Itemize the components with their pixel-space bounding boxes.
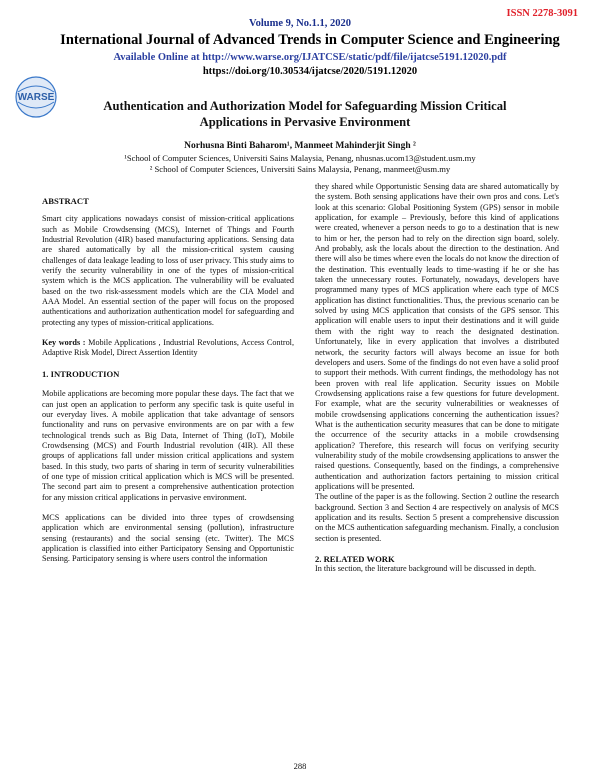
keywords [42,338,294,359]
related-work-text: In this section, the literature background will be discussed in depth. [315,564,537,574]
page-number: 288 [293,761,307,771]
right-paragraph-1: they shared while Opportunistic Sensing data are shared automatically by the system. Both sensing applications have their own pros and cons. Let's look at this scenario: Global Positioning System (GPS) sensor in mobile application, for example – Previously, before this kind of applications were created, whenever a person needs to go to a destination that is new to him or her, the person had to rely on the direction sign board, solely. And probably, ask the locals about the direction to the destination. And there will also be times where even the locals do not know the direction of the destination. This eventually leads to time-wasting if he or she has taken the unnecessary routes. Fortunately, nowadays, developers have programmed many types of MCS application where each type of MCS application has distinct functionalities. Thus, the previous scenario can be solved by using MCS application that consists of the GPS sensor. This application will enable users to input their destinations and it will guide them with the right way to reach the designated destination. Unfortunately, like in every application that involves a distributed network, the security factors will always become an issue for both developers and users. Some of the findings do not even have a solid proof to support their methods. With current findings, the methodology has not been proven with real life application. Security issues on Mobile Crowdsensing applications raise a few questions for future development. For example, what are the security vulnerabilities or weaknesses of mobile crowdsensing applications concerning the authentication issues? What is the authentication security measures that can be done to mitigate the occurrence of the security attacks in a mobile crowdsensing application? Therefore, this research will focus on verifying security vulnerability study of the mobile crowdsensing applications to answer the raised questions. Consequently, based on the findings, a comprehensive authentication and authorization factors pertaining to mission critical applications will be presented. [315,182,559,491]
affiliation-2: ² School of Computer Sciences, Universiti Sains Malaysia, Penang, manmeet@usm.my [149,164,451,174]
online-link[interactable]: Available Online at http://www.warse.org/IJATCSE/static/pdf/file/ijatcse5191.12020.pdf [113,52,507,63]
title-line-2: Applications in Pervasive Environment [199,115,411,129]
logo-text: WARSE [17,92,55,103]
doi-link[interactable]: https://doi.org/10.30534/ijatcse/2020/5191.12020 [202,66,418,77]
left-column [42,196,294,565]
keywords-text: Mobile Applications , Industrial Revolutions, Access Control, Adaptive Risk Model, Direct Assertion Identity [42,338,294,358]
paper-title [60,98,550,130]
affiliation-1: ¹School of Computer Sciences, Universiti Sains Malaysia, Penang, nhusnas.ucom13@student.usm.my [124,153,476,163]
header-issn: ISSN 2278-3091 [506,8,578,19]
intro-paragraph-2: MCS applications can be divided into three types of crowdsensing application which are environmental sensing (pollution), infrastructure sensing (restaurants) and the social sensing (etc. Twitter). The MCS application is classified into either Participatory Sensing and Opportunistic Sensing. Participatory sensing is where users control the information [42,512,294,564]
intro-paragraph-1: Mobile applications are becoming more popular these days. The fact that we can just open an application to perform any specific task is quite useful in our everyday lives. A mobile application that take advantage of sensors functionality and runs on pervasive environments are on par with a few technological trends such as Big Data, Internet of Thing (IoT), Mobile Crowdsensing (MCS) and Fourth Industrial revolution (4IR). All these groups of applications fall under mission critical applications and system based. In this study, two parts of sharing in term of security vulnerabilities of one type of mission critical application which is MCS will be presented. The second part aim to present a comprehensive authentication protection for any mission critical applications in pervasive environment. [42,389,294,502]
warse-logo [8,72,64,122]
header-volume: Volume 9, No.1.1, 2020 [249,18,351,29]
keywords-label: Key words : [42,338,86,348]
journal-title: International Journal of Advanced Trends in Computer Science and Engineering [60,32,560,48]
authors: Norhusna Binti Baharom¹, Manmeet Mahinderjit Singh ² [184,141,416,151]
title-line-1: Authentication and Authorization Model for Safeguarding Mission Critical [103,99,507,113]
right-column [315,182,559,575]
abstract-heading: ABSTRACT [42,196,89,206]
related-work-heading: 2. RELATED WORK [315,554,395,565]
abstract-text: Smart city applications nowadays consist of mission-critical applications such as Mobile Crowdsensing (MCS), Internet of Things and Fourth Industrial Revolution (4IR) based manufacturing applications. Sensing data are shared automatically by all the mission-critical system causing challenges of data leakage leading to loss of user privacy. This study aims to verify the security vulnerability in one of the types of mission-critical system which is the MCS application. The vulnerability will be evaluated based on the two risk-assessment models which are the CIA Model and AAA Model. An essential section of the paper will focus on the proposed authentications and authorization authentication model for safeguarding and protecting any types of mission-critical applications. [42,214,294,327]
intro-heading: 1. INTRODUCTION [42,368,120,379]
right-paragraph-2: The outline of the paper is as the following. Section 2 outline the research background. Section 3 and Section 4 are respectively on analysis of MCS application and its results. Section 5 present a comprehensive discussion on the MCS authentication safeguarding mechanism. Finally, a conclusion section is presented. [315,492,559,543]
